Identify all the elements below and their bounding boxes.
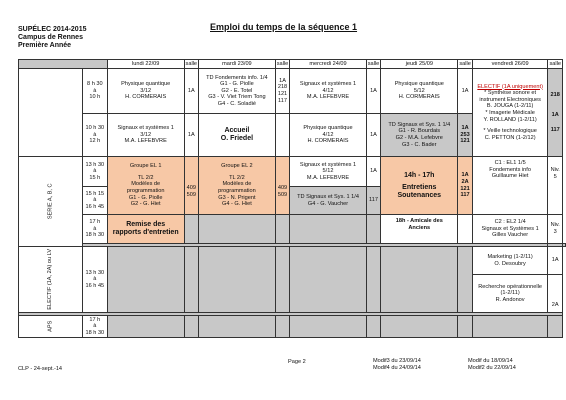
salle-header: salle [367, 60, 380, 67]
course-thursday-1: Physique quantique 5/12 H. CORMERAIS [381, 69, 458, 114]
room-tuesday-2 [275, 114, 290, 157]
elective-friday: ELECTIF (1A uniquement) * Synthèse sonore et instrument Electroniques B. JOUGA (1-2/11) * Imagerie Médicale Y. ROLLAND (1-2/11) * Veille technologique C. PETTON (1-2/12) [472, 69, 548, 157]
slot-row-1 [19, 69, 566, 114]
page-title: Emploi du temps de la séquence 1 [210, 22, 358, 32]
day-friday: vendredi 26/09 [472, 60, 548, 69]
course-monday-5: Remise des rapports d'entretien [107, 215, 184, 244]
salle-header: salle [549, 60, 561, 67]
room-friday-5: Niv. 3 [548, 215, 563, 244]
slot-row-6 [19, 247, 566, 275]
course-monday-2: Signaux et systèmes 1 3/12 M.A. LEFEBVRE [107, 114, 184, 157]
room-wednesday-2: 1A [366, 114, 381, 157]
room-thursday-3: 1A 2A 121 117 [458, 157, 473, 215]
footer-printed-date: CLP - 24-sept.-14 [18, 366, 63, 372]
course-friday-5: C2 : EL2 1/4 Signaux et Systèmes 1 Gilles Vaucher [472, 215, 548, 244]
course-wednesday-1: Signaux et systèmes 1 4/12 M.A. LEFEBVRE [290, 69, 366, 114]
room-thursday-2: 1A 253 121 [458, 114, 473, 157]
room-wednesday-4: 117 [366, 187, 381, 215]
salle-header: salle [459, 60, 471, 67]
event-thursday-5: 18h - Amicale des Anciens [381, 215, 458, 244]
time-slot-4: 15 h 15 à 16 h 45 [82, 187, 107, 215]
course-tuesday-2: Accueil O. Friedel [199, 114, 276, 157]
course-tuesday-1: TD Fondements info. 1/4 G1 - G. Piolle G2 - E. Totel G3 - V. Viet Triem Tong G4 - C. Soladié [199, 69, 276, 114]
slot-row-3 [19, 157, 566, 187]
time-slot-1: 8 h 30 à 10 h [82, 69, 107, 114]
day-monday: lundi 22/09 [107, 60, 184, 69]
salle-header: salle [185, 60, 198, 67]
time-slot-7: 17 h à 18 h 30 [82, 316, 107, 338]
room-monday-2: 1A [184, 114, 199, 157]
elective-title: ELECTIF (1A uniquement) [477, 83, 543, 90]
footer-page-number: Page 2 [288, 359, 306, 365]
group-electif: ELECTIF (1A, 2A) ou LV [19, 247, 83, 313]
room-wednesday-1: 1A [366, 69, 381, 114]
room-wednesday-3: 1A [366, 157, 381, 187]
course-friday-3: C1 : EL1 1/5 Fondements info Guillaume Hiet [472, 157, 548, 215]
room-monday-3: 409 509 [184, 157, 199, 215]
group-aps: APS [19, 316, 83, 338]
school-name: SUPÉLEC 2014-2015 [18, 26, 87, 33]
course-wednesday-3: Signaux et systèmes 1 5/12 M.A. LEFEBVRE [290, 157, 366, 187]
slot-row-5 [19, 215, 566, 244]
day-wednesday: mercredi 24/09 [290, 60, 366, 69]
footer-modifications-b: Modif du 18/09/14 Modif2 du 22/09/14 [468, 358, 516, 371]
room-friday-elective: 218 1A 117 [548, 69, 563, 157]
time-slot-5: 17 h à 18 h 30 [82, 215, 107, 244]
room-tuesday-3: 409 509 [275, 157, 290, 215]
room-friday-3: Niv. 5 [548, 157, 563, 215]
course-wednesday-2: Physique quantique 4/12 H. CORMERAIS [290, 114, 366, 157]
campus-name: Campus de Rennes [18, 34, 83, 41]
group-serie: SERIE A, B, C [19, 157, 83, 247]
room-tuesday-1: 1A 218 121 117 [275, 69, 290, 114]
course-monday-3: Groupe EL 1 TL 2/2 Modèles de programmation G1 - G. Piolle G2 - G. Hiet [107, 157, 184, 215]
year-level: Première Année [18, 42, 72, 49]
course-thursday-3: 14h - 17h Entretiens Soutenances [381, 157, 458, 215]
time-slot-6: 13 h 30 à 16 h 45 [82, 247, 107, 313]
course-monday-1: Physique quantique 3/12 H. CORMERAIS [107, 69, 184, 114]
room-monday-1: 1A [184, 69, 199, 114]
day-thursday: jeudi 25/09 [381, 60, 458, 69]
salle-header: salle [276, 60, 289, 67]
course-wednesday-4: TD Signaux et Sys. 1 1/4 G4 - G. Vaucher [290, 187, 366, 215]
room-thursday-1: 1A [458, 69, 473, 114]
room-friday-7: 2A [548, 275, 563, 313]
day-tuesday: mardi 23/09 [199, 60, 276, 69]
course-tuesday-3: Groupe EL 2 TL 2/2 Modèles de programmation G3 - N. Prigent G4 - G. Hiet [199, 157, 276, 215]
corner-cell [19, 60, 108, 69]
course-friday-6: Marketing (1-2/11) O. Desoubry [472, 247, 548, 275]
time-slot-2: 10 h 30 à 12 h [82, 114, 107, 157]
school-header [18, 26, 86, 50]
course-friday-7: Recherche opérationnelle (1-2/11) R. Andonov [472, 275, 548, 313]
timetable [18, 59, 566, 338]
slot-row-aps [19, 316, 566, 338]
time-slot-3: 13 h 30 à 15 h [82, 157, 107, 187]
footer-modifications-a: Modif3 du 23/09/14 Modif4 du 24/09/14 [373, 358, 421, 371]
room-friday-6: 1A [548, 247, 563, 275]
day-header-row [19, 60, 566, 69]
course-thursday-2: TD Signaux et Sys. 1 1/4 G1 - R. Bourdais G2 - M.A. Lefebvre G3 - C. Bader [381, 114, 458, 157]
